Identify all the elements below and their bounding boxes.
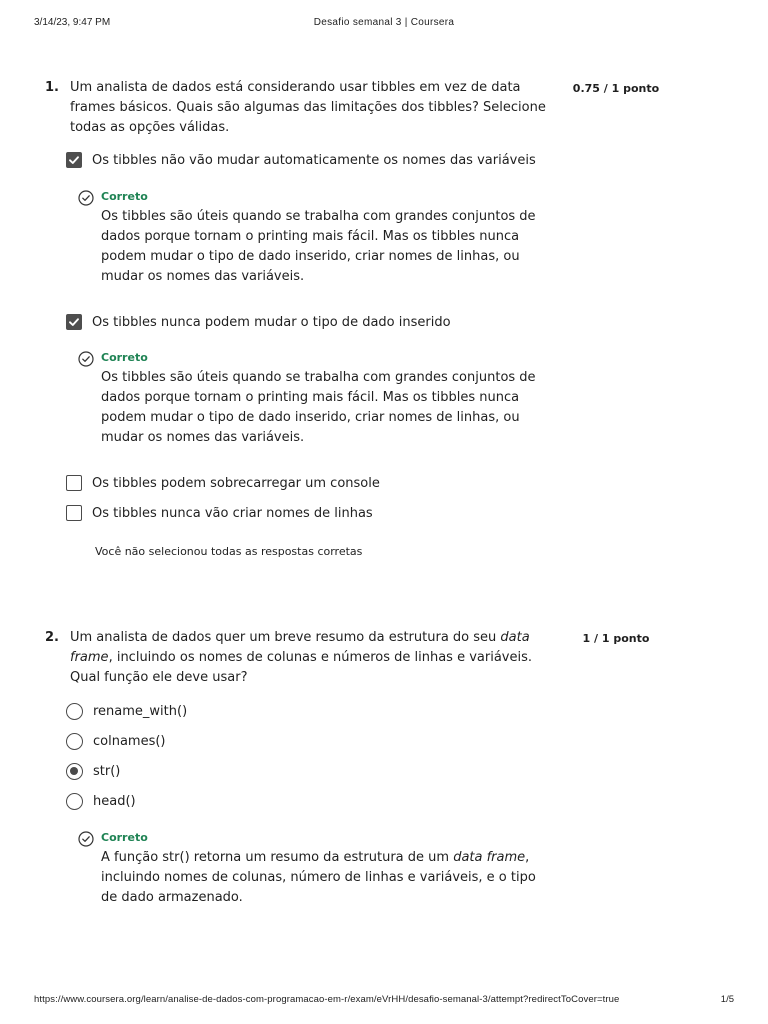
radio-button-selected[interactable] (66, 763, 83, 780)
check-circle-icon (78, 351, 94, 367)
feedback-title: Correto (101, 831, 148, 844)
option-label: head() (93, 793, 136, 809)
feedback-text-emphasis: data frame (453, 850, 526, 865)
check-circle-icon (78, 190, 94, 206)
feedback-text: Os tibbles são úteis quando se trabalha com grandes conjuntos de dados porque tornam o printing mais fácil. Mas os tibbles nunca podem mudar o tipo de dado inserido, criar nomes de linhas, ou mudar os nomes das variáveis. (101, 370, 536, 445)
q2-option-4[interactable] (66, 792, 136, 810)
radio-button[interactable] (66, 703, 83, 720)
radio-button[interactable] (66, 733, 83, 750)
feedback-text (101, 848, 551, 908)
question-number: 2. (45, 630, 59, 645)
option-label: str() (93, 763, 121, 779)
feedback-title: Correto (101, 190, 148, 203)
print-footer (0, 994, 768, 1008)
checkbox-unchecked[interactable] (66, 475, 82, 491)
radio-button[interactable] (66, 793, 83, 810)
question-text-emphasis: data frame (70, 630, 530, 665)
question-number: 1. (45, 80, 59, 95)
option-label: Os tibbles podem sobrecarregar um console (92, 475, 380, 491)
q1-option-1[interactable] (66, 151, 536, 169)
option-label: Os tibbles nunca podem mudar o tipo de dado inserido (92, 314, 451, 330)
question-text: Um analista de dados está considerando usar tibbles em vez de data frames básicos. Quais são algumas das limitações dos tibbles? Selecione todas as opções válidas. (70, 80, 546, 135)
option-label: Os tibbles nunca vão criar nomes de linhas (92, 505, 373, 521)
checkbox-checked[interactable] (66, 314, 82, 330)
option-label: Os tibbles não vão mudar automaticamente os nomes das variáveis (92, 152, 536, 168)
print-url: https://www.coursera.org/learn/analise-de-dados-com-programacao-em-r/exam/eVrHH/desafio-semanal-3/attempt?redirectToCover=true (34, 994, 620, 1005)
question-text (70, 628, 550, 688)
question-text-end: , incluindo os nomes de colunas e números de linhas e variáveis. Qual função ele deve usar? (70, 650, 532, 685)
feedback-text: Os tibbles são úteis quando se trabalha com grandes conjuntos de dados porque tornam o printing mais fácil. Mas os tibbles nunca podem mudar o tipo de dado inserido, criar nomes de linhas, ou mudar os nomes das variáveis. (101, 209, 536, 284)
checkbox-unchecked[interactable] (66, 505, 82, 521)
print-header (0, 17, 768, 31)
print-page-title: Desafio semanal 3 | Coursera (313, 17, 455, 28)
q2-option-1[interactable] (66, 702, 187, 720)
check-circle-icon (78, 831, 94, 847)
q2-option-3[interactable] (66, 762, 120, 780)
partial-answer-note: Você não selecionou todas as respostas corretas (95, 545, 363, 558)
q2-option-2[interactable] (66, 732, 166, 750)
question-score: 0.75 / 1 ponto (572, 82, 660, 95)
q1-option-3[interactable] (66, 474, 380, 492)
checkmark-icon (68, 154, 80, 166)
option-label: colnames() (93, 733, 166, 749)
checkbox-checked[interactable] (66, 152, 82, 168)
question-score: 1 / 1 ponto (582, 632, 650, 645)
print-datetime: 3/14/23, 9:47 PM (34, 17, 111, 28)
q1-option-2[interactable] (66, 313, 451, 331)
checkmark-icon (68, 316, 80, 328)
feedback-text-end: , incluindo nomes de colunas, número de linhas e variáveis, e o tipo de dado armazenado. (101, 850, 536, 905)
q1-option-4[interactable] (66, 504, 373, 522)
question-text-start: Um analista de dados quer um breve resumo da estrutura do seu (70, 630, 501, 645)
feedback-text-start: A função str() retorna um resumo da estrutura de um (101, 850, 454, 865)
page-number: 1/5 (720, 994, 734, 1005)
feedback-title: Correto (101, 351, 148, 364)
option-label: rename_with() (93, 703, 188, 719)
